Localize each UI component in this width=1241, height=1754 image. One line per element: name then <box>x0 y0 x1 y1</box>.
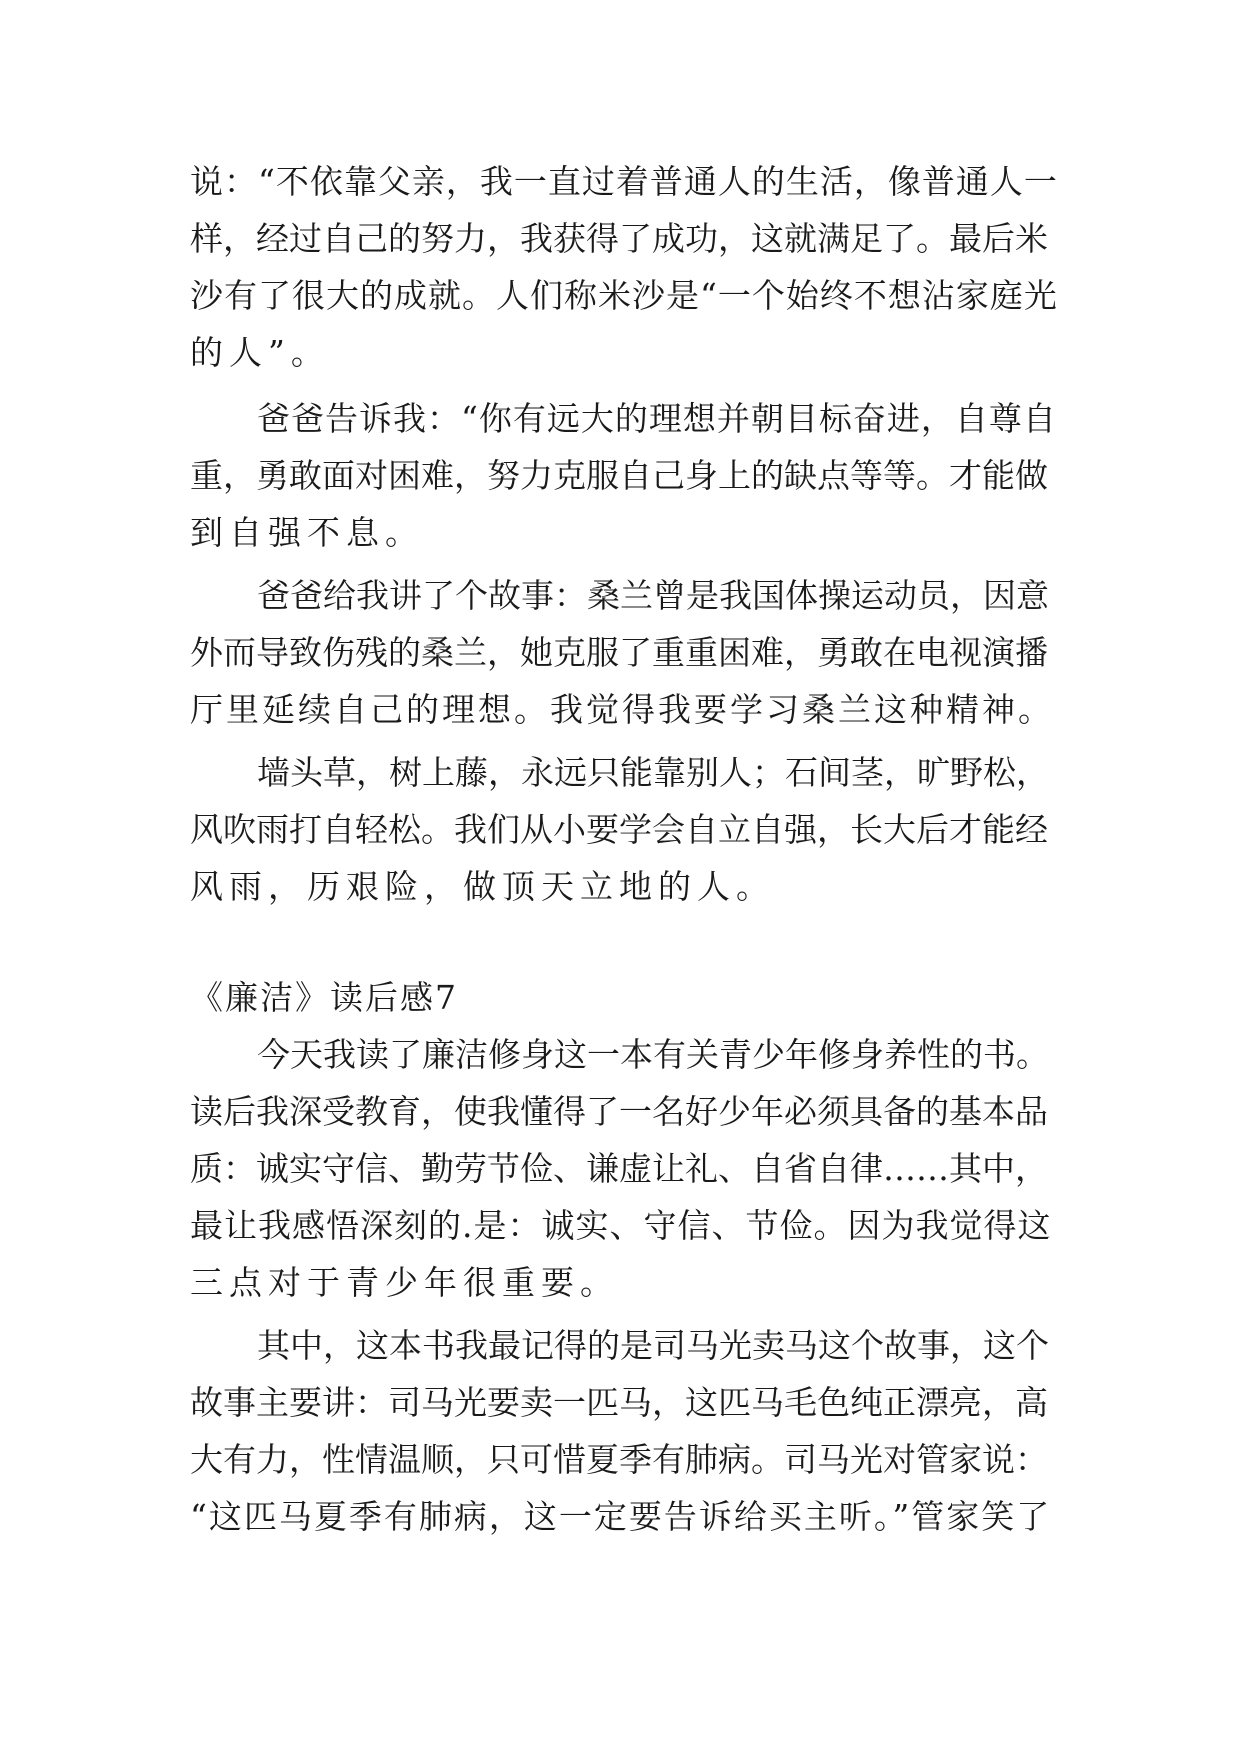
text-line: 三点对于青少年很重要。 <box>190 1263 619 1302</box>
text-line: 大有力，性情温顺，只可惜夏季有肺病。司马光对管家说： <box>190 1440 1048 1479</box>
text-line: 最让我感悟深刻的.是：诚实、守信、节俭。因为我觉得这 <box>190 1206 1052 1245</box>
text-line: 沙有了很大的成就。人们称米沙是“一个始终不想沾家庭光 <box>190 276 1058 315</box>
text-line: 故事主要讲：司马光要卖一匹马，这匹马毛色纯正漂亮，高 <box>190 1383 1048 1422</box>
paragraph-start-line: 爸爸告诉我：“你有远大的理想并朝目标奋进，自尊自 <box>257 399 1057 438</box>
text-line: 风吹雨打自轻松。我们从小要学会自立自强，长大后才能经 <box>190 810 1048 849</box>
text-line: 说：“不依靠父亲，我一直过着普通人的生活，像普通人一 <box>190 162 1058 201</box>
text-line: 质：诚实守信、勤劳节俭、谦虚让礼、自省自律……其中， <box>190 1149 1048 1188</box>
text-line: 外而导致伤残的桑兰，她克服了重重困难，勇敢在电视演播 <box>190 633 1048 672</box>
paragraph-start-line: 墙头草，树上藤，永远只能靠别人；石间茎，旷野松， <box>257 753 1049 792</box>
text-line: 的人”。 <box>190 333 330 372</box>
text-line: 样，经过自己的努力，我获得了成功，这就满足了。最后米 <box>190 219 1048 258</box>
paragraph-start-line: 其中，这本书我最记得的是司马光卖马这个故事，这个 <box>257 1326 1049 1365</box>
text-line: 读后我深受教育，使我懂得了一名好少年必须具备的基本品 <box>190 1092 1048 1131</box>
paragraph-start-line: 爸爸给我讲了个故事：桑兰曾是我国体操运动员，因意 <box>257 576 1049 615</box>
text-line: “这匹马夏季有肺病，这一定要告诉给买主听。”管家笑了 <box>190 1497 1052 1536</box>
text-line: 厅里延续自己的理想。我觉得我要学习桑兰这种精神。 <box>190 690 1054 729</box>
text-line: 重，勇敢面对困难，努力克服自己身上的缺点等等。才能做 <box>190 456 1048 495</box>
paragraph-start-line: 今天我读了廉洁修身这一本有关青少年修身养性的书。 <box>257 1035 1049 1074</box>
text-line: 风雨，历艰险，做顶天立地的人。 <box>190 867 775 906</box>
section-title: 《廉洁》读后感7 <box>190 978 458 1017</box>
text-line: 到自强不息。 <box>190 513 424 552</box>
